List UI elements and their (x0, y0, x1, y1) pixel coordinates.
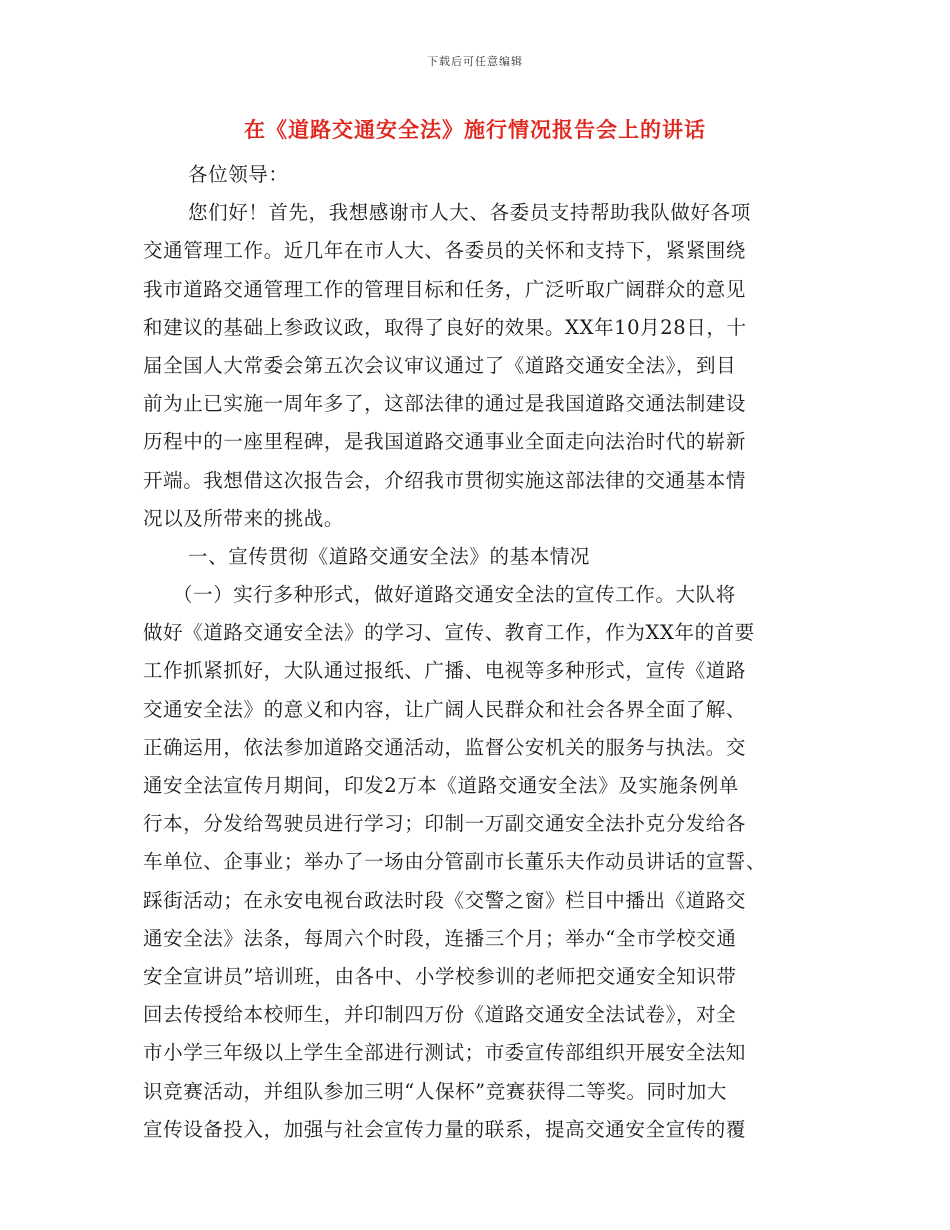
paragraph-line: 前为止已实施一周年多了，这部法律的通过是我国道路交通法制建设 (143, 392, 747, 416)
paragraph-line: 和建议的基础上参政议政，取得了良好的效果。XX年10月28日，十 (143, 315, 747, 339)
header-note: 下载后可任意编辑 (427, 55, 523, 68)
subsection-heading-line: （一）实行多种形式，做好道路交通安全法的宣传工作。大队将 (173, 583, 736, 607)
salutation: 各位领导： (188, 163, 289, 186)
paragraph-line: 况以及所带来的挑战。 (143, 506, 345, 530)
paragraph-line: 历程中的一座里程碑，是我国道路交通事业全面走向法治时代的崭新 (143, 430, 747, 454)
paragraph-line: 识竞赛活动，并组队参加三明“人保杯”竞赛获得二等奖。同时加大 (143, 1079, 727, 1103)
paragraph-line: 行本，分发给驾驶员进行学习；印制一万副交通安全法扑克分发给各 (143, 812, 747, 836)
paragraph-line: 通安全法宣传月期间，印发2万本《道路交通安全法》及实施条例单 (143, 774, 739, 797)
paragraph-line: 做好《道路交通安全法》的学习、宣传、教育工作，作为XX年的首要 (143, 621, 755, 645)
section-heading: 一、宣传贯彻《道路交通安全法》的基本情况 (188, 544, 591, 568)
paragraph-line: 交通管理工作。近几年在市人大、各委员的关怀和支持下，紧紧围绕 (143, 239, 747, 263)
paragraph-line: 交通安全法》的意义和内容，让广阔人民群众和社会各界全面了解、 (143, 697, 747, 721)
paragraph-line: 工作抓紧抓好，大队通过报纸、广播、电视等多种形式，宣传《道路 (143, 659, 747, 683)
paragraph-line: 开端。我想借这次报告会，介绍我市贯彻实施这部法律的交通基本情 (143, 468, 747, 492)
paragraph-line: 市小学三年级以上学生全部进行测试；市委宣传部组织开展安全法知 (143, 1041, 747, 1065)
paragraph-line: 通安全法》法条，每周六个时段，连播三个月；举办“全市学校交通 (143, 926, 737, 950)
paragraph-line: 宣传设备投入，加强与社会宣传力量的联系，提高交通安全宣传的覆 (143, 1117, 747, 1141)
paragraph-line: 我市道路交通管理工作的管理目标和任务，广泛听取广阔群众的意见 (143, 277, 747, 301)
document-title: 在《道路交通安全法》施行情况报告会上的讲话 (244, 117, 706, 142)
paragraph-line: 届全国人大常委会第五次会议审议通过了《道路交通安全法》，到目 (143, 353, 737, 377)
paragraph-line: 正确运用，依法参加道路交通活动，监督公安机关的服务与执法。交 (143, 735, 747, 759)
paragraph-line: 回去传授给本校师生，并印制四万份《道路交通安全法试卷》，对全 (143, 1003, 737, 1027)
paragraph-line: 踩街活动；在永安电视台政法时段《交警之窗》栏目中播出《道路交 (143, 888, 747, 912)
paragraph-line: 您们好！首先，我想感谢市人大、各委员支持帮助我队做好各项 (188, 201, 751, 225)
paragraph-line: 安全宣讲员”培训班，由各中、小学校参训的老师把交通安全知识带 (143, 964, 737, 988)
paragraph-line: 车单位、企事业；举办了一场由分管副市长董乐夫作动员讲话的宣誓、 (143, 850, 767, 874)
document-body (143, 156, 809, 1149)
